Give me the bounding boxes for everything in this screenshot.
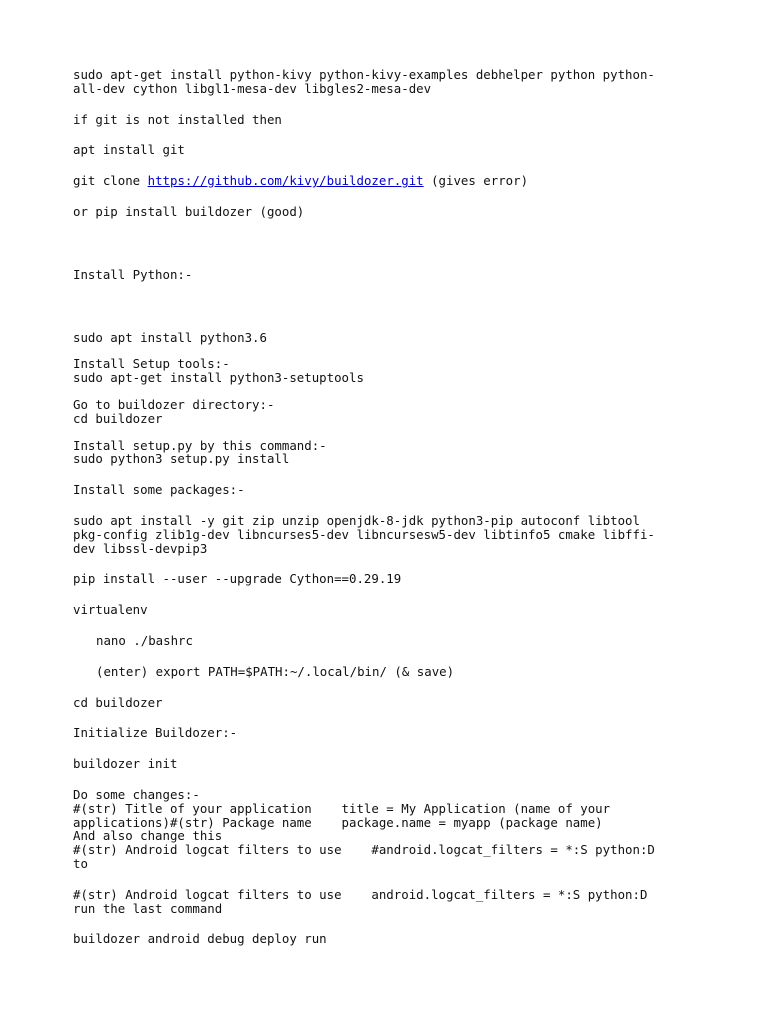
- text-line: to: [73, 855, 88, 871]
- text-line: #(str) Android logcat filters to use android.logcat_filters = *:S python:D: [73, 886, 648, 902]
- text-line: sudo apt install -y git zip unzip openjdk-8-jdk python3-pip autoconf libtool: [73, 512, 640, 528]
- text-line: And also change this: [73, 828, 223, 844]
- text-line: all-dev cython libgl1-mesa-dev libgles2-mesa-dev: [73, 80, 432, 96]
- text-line: #(str) Title of your application title = My Application (name of your: [73, 800, 611, 816]
- text-line: #(str) Android logcat filters to use #android.logcat_filters = *:S python:D: [73, 842, 655, 858]
- section-heading: Do some changes:-: [73, 786, 200, 802]
- buildozer-repo-link[interactable]: https://github.com/kivy/buildozer.git: [147, 173, 424, 189]
- text-line: virtualenv: [73, 602, 148, 618]
- text-line: sudo apt-get install python-kivy python-kivy-examples debhelper python python-: [73, 67, 655, 82]
- text-line: pkg-config zlib1g-dev libncurses5-dev libncursesw5-dev libtinfo5 cmake libffi-: [73, 526, 655, 542]
- text-line: apt install git: [73, 142, 185, 158]
- text-line: buildozer init: [73, 756, 178, 772]
- text-fragment: git clone: [73, 173, 148, 189]
- text-fragment: (gives error): [423, 173, 529, 189]
- section-heading: Install setup.py by this command:-: [73, 437, 327, 453]
- text-line: dev libssl-devpip3: [73, 540, 208, 556]
- section-heading: Install Setup tools:-: [73, 356, 230, 372]
- text-line: buildozer android debug deploy run: [73, 931, 327, 947]
- text-line: sudo python3 setup.py install: [73, 451, 290, 467]
- section-heading: Initialize Buildozer:-: [73, 725, 238, 741]
- section-heading: Install some packages:-: [73, 482, 245, 498]
- text-line: nano ./bashrc: [96, 632, 193, 648]
- text-line: (enter) export PATH=$PATH:~/.local/bin/ (& save): [96, 663, 455, 679]
- text-line: or pip install buildozer (good): [73, 203, 305, 219]
- text-line: sudo apt install python3.6: [73, 329, 267, 345]
- text-line: cd buildozer: [73, 694, 163, 710]
- text-line: applications)#(str) Package name package.name = myapp (package name): [73, 814, 603, 830]
- text-line: pip install --user --upgrade Cython==0.29.19: [73, 571, 402, 587]
- text-line: cd buildozer: [73, 410, 163, 426]
- section-heading: Go to buildozer directory:-: [73, 396, 275, 412]
- text-line: run the last command: [73, 900, 223, 916]
- text-line: if git is not installed then: [73, 111, 282, 127]
- section-heading: Install Python:-: [73, 266, 193, 282]
- text-line: sudo apt-get install python3-setuptools: [73, 370, 364, 386]
- document-page: [73, 68, 693, 946]
- git-clone-line: [73, 174, 693, 188]
